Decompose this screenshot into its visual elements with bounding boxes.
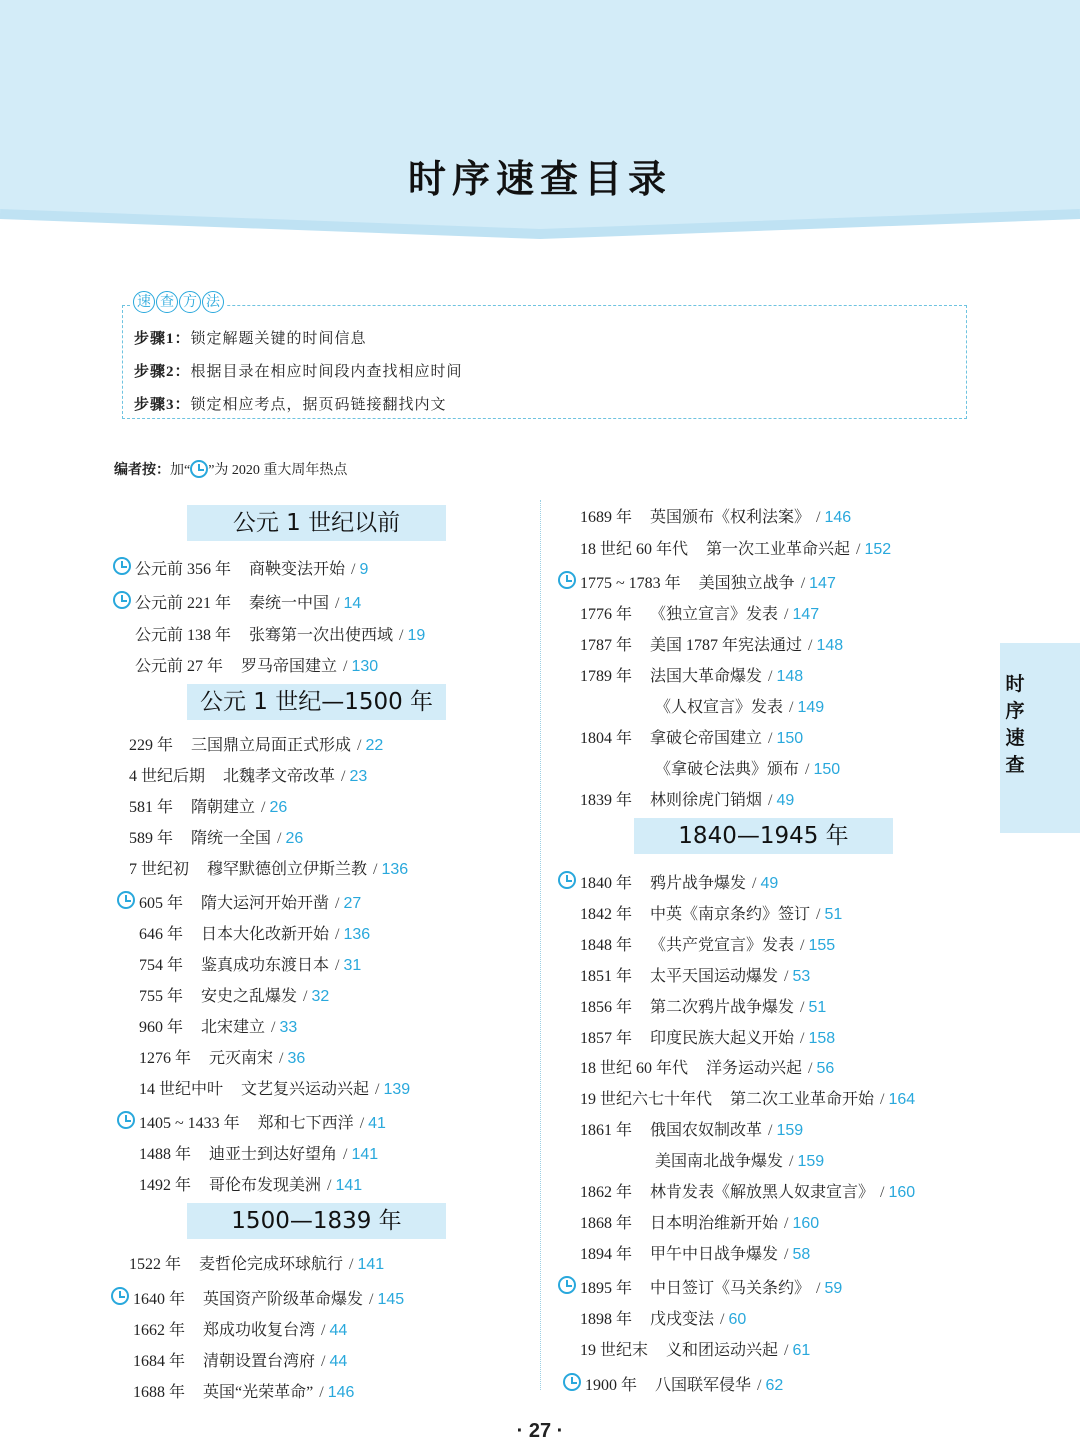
separator: /	[279, 1050, 284, 1067]
page-link[interactable]: 44	[329, 1322, 348, 1339]
entry-date: 1789 年	[580, 668, 633, 685]
entry-event: 英国“光荣革命”	[203, 1384, 314, 1401]
entry-event: 迪亚士到达好望角	[209, 1146, 338, 1163]
timeline-entry	[580, 632, 843, 655]
entry-event: 印度民族大起义开始	[650, 1030, 795, 1047]
separator: /	[335, 957, 340, 974]
entry-event: 太平天国运动爆发	[650, 968, 779, 985]
entry-event: 鸦片战争爆发	[650, 875, 747, 892]
timeline-entry	[580, 725, 803, 748]
entry-event: 文艺复兴运动兴起	[241, 1081, 370, 1098]
entry-event: 安史之乱爆发	[201, 988, 298, 1005]
clock-icon	[117, 891, 135, 909]
timeline-entry	[580, 1306, 746, 1329]
timeline-entry	[580, 870, 778, 893]
timeline-entry	[139, 1014, 297, 1037]
editor-note: 编者按： 加“ ”为 2020 重大周年热点	[114, 459, 347, 479]
timeline-entry	[129, 1251, 384, 1274]
entry-date: 589 年	[129, 830, 174, 847]
entry-event: 罗马帝国建立	[241, 658, 338, 675]
page-link[interactable]: 158	[808, 1030, 836, 1047]
entry-event: 《共产党宣言》发表	[650, 937, 795, 954]
page-link[interactable]: 49	[760, 875, 779, 892]
separator: /	[335, 895, 340, 912]
entry-date: 1787 年	[580, 637, 633, 654]
entry-event: 法国大革命爆发	[650, 668, 763, 685]
entry-date: 18 世纪 60 年代	[580, 1060, 689, 1077]
separator: /	[816, 509, 821, 526]
page-link[interactable]: 130	[351, 658, 379, 675]
page-link[interactable]: 44	[329, 1353, 348, 1370]
column-divider	[540, 500, 541, 1390]
timeline-entry	[139, 1172, 362, 1195]
entry-event: 清朝设置台湾府	[203, 1353, 316, 1370]
entry-date: 1900 年	[585, 1377, 638, 1394]
timeline-entry	[135, 590, 361, 613]
page-link[interactable]: 147	[792, 606, 820, 623]
entry-date: 1861 年	[580, 1122, 633, 1139]
entry-event: 中日签订《马关条约》	[650, 1280, 811, 1297]
entry-date: 1775 ~ 1783 年	[580, 575, 681, 592]
entry-date: 1276 年	[139, 1050, 192, 1067]
method-tag	[131, 291, 226, 313]
page-link[interactable]: 136	[343, 926, 371, 943]
entry-date: 公元前 138 年	[135, 627, 232, 644]
page-link[interactable]: 51	[808, 999, 827, 1016]
page-link[interactable]: 146	[327, 1384, 355, 1401]
timeline-entry	[139, 890, 361, 913]
separator: /	[784, 968, 789, 985]
page-title: 时序速查目录	[407, 157, 672, 201]
entry-date: 229 年	[129, 737, 174, 754]
page-link[interactable]: 51	[824, 906, 843, 923]
entry-event: 郑成功收复台湾	[203, 1322, 316, 1339]
clock-icon	[190, 460, 208, 478]
entry-event: 北魏孝文帝改革	[223, 768, 336, 785]
page-link[interactable]: 148	[776, 668, 804, 685]
separator: /	[880, 1091, 885, 1108]
page-link[interactable]: 164	[888, 1091, 916, 1108]
entry-event: 麦哲伦完成环球航行	[199, 1256, 344, 1273]
entry-event: 林肯发表《解放黑人奴隶宣言》	[650, 1184, 875, 1201]
entry-date: 1488 年	[139, 1146, 192, 1163]
separator: /	[800, 1030, 805, 1047]
entry-date: 4 世纪后期	[129, 768, 206, 785]
entry-date: 605 年	[139, 895, 184, 912]
timeline-entry	[139, 921, 370, 944]
page-link[interactable]: 31	[343, 957, 362, 974]
entry-date: 1776 年	[580, 606, 633, 623]
separator: /	[720, 1311, 725, 1328]
page-link[interactable]: 53	[792, 968, 811, 985]
timeline-entry	[580, 1241, 810, 1264]
timeline-entry	[580, 570, 836, 593]
entry-event: 中英《南京条约》签订	[650, 906, 811, 923]
entry-date: 19 世纪末	[580, 1342, 649, 1359]
entry-date: 14 世纪中叶	[139, 1081, 224, 1098]
separator: /	[768, 730, 773, 747]
page-link[interactable]: 147	[809, 575, 836, 592]
page-link[interactable]: 150	[813, 761, 841, 778]
entry-event: 隋统一全国	[191, 830, 272, 847]
timeline-entry	[655, 756, 840, 779]
timeline-entry	[139, 952, 361, 975]
entry-event: 三国鼎立局面正式形成	[191, 737, 352, 754]
timeline-entry	[133, 1286, 404, 1309]
timeline-entry	[139, 1076, 410, 1099]
section-heading: 公元 1 世纪以前	[187, 505, 446, 541]
separator: /	[327, 1177, 332, 1194]
timeline-entry	[580, 994, 826, 1017]
entry-event: 日本大化改新开始	[201, 926, 330, 943]
separator: /	[805, 761, 810, 778]
timeline-entry	[133, 1348, 347, 1371]
separator: /	[768, 1122, 773, 1139]
separator: /	[816, 1280, 821, 1297]
timeline-entry	[129, 732, 383, 755]
timeline-entry	[135, 622, 425, 645]
separator: /	[321, 1353, 326, 1370]
page-link[interactable]: 141	[335, 1177, 363, 1194]
timeline-entry	[580, 1275, 842, 1298]
entry-date: 1848 年	[580, 937, 633, 954]
separator: /	[373, 861, 378, 878]
entry-date: 755 年	[139, 988, 184, 1005]
entry-event: 《独立宣言》发表	[650, 606, 779, 623]
timeline-entry	[133, 1379, 354, 1402]
timeline-entry	[580, 663, 803, 686]
clock-icon	[117, 1111, 135, 1129]
page-link[interactable]: 150	[776, 730, 804, 747]
entry-date: 1868 年	[580, 1215, 633, 1232]
timeline-entry	[580, 963, 810, 986]
section-heading: 1500—1839 年	[187, 1203, 446, 1239]
entry-date: 1492 年	[139, 1177, 192, 1194]
separator: /	[856, 541, 861, 558]
timeline-entry	[139, 1110, 386, 1133]
section-heading: 1840—1945 年	[634, 818, 893, 854]
separator: /	[375, 1081, 380, 1098]
timeline-entry	[129, 794, 287, 817]
page-link[interactable]: 160	[888, 1184, 916, 1201]
clock-icon	[113, 557, 131, 575]
timeline-entry	[580, 787, 794, 810]
method-step: 步骤1：锁定解题关键的时间信息	[134, 331, 367, 347]
page-link[interactable]: 26	[269, 799, 288, 816]
separator: /	[800, 575, 806, 592]
entry-event: 俄国农奴制改革	[650, 1122, 763, 1139]
page-link[interactable]: 58	[792, 1246, 811, 1263]
separator: /	[789, 699, 794, 716]
page-link[interactable]: 60	[728, 1311, 747, 1328]
entry-event: 戊戌变法	[650, 1311, 715, 1328]
separator: /	[784, 1215, 789, 1232]
timeline-entry	[129, 825, 303, 848]
entry-date: 1688 年	[133, 1384, 186, 1401]
separator: /	[335, 595, 340, 612]
method-tag-char: 法	[202, 291, 224, 313]
separator: /	[341, 768, 346, 785]
entry-event: 英国资产阶级革命爆发	[203, 1291, 364, 1308]
separator: /	[789, 1153, 794, 1170]
separator: /	[757, 1377, 762, 1394]
entry-date: 1856 年	[580, 999, 633, 1016]
separator: /	[808, 1060, 813, 1077]
page-link[interactable]: 19	[407, 627, 426, 644]
page-link[interactable]: 59	[824, 1280, 843, 1297]
entry-event: 哥伦布发现美洲	[209, 1177, 322, 1194]
entry-date: 1804 年	[580, 730, 633, 747]
page-link[interactable]: 62	[765, 1377, 784, 1394]
entry-date: 1684 年	[133, 1353, 186, 1370]
entry-event: 隋大运河开始开凿	[201, 895, 330, 912]
page-link[interactable]: 27	[343, 895, 362, 912]
timeline-entry	[580, 901, 842, 924]
page-link[interactable]: 146	[824, 509, 852, 526]
entry-event: 美国 1787 年宪法通过	[650, 637, 803, 654]
entry-date: 7 世纪初	[129, 861, 190, 878]
page-link[interactable]: 56	[816, 1060, 835, 1077]
timeline-entry	[133, 1317, 347, 1340]
entry-event: 隋朝建立	[191, 799, 256, 816]
clock-icon	[558, 571, 576, 589]
timeline-entry	[580, 504, 851, 527]
separator: /	[784, 606, 789, 623]
page-link[interactable]: 159	[797, 1153, 825, 1170]
entry-date: 1851 年	[580, 968, 633, 985]
timeline-entry	[129, 763, 367, 786]
separator: /	[335, 926, 340, 943]
method-tag-char: 查	[156, 291, 178, 313]
timeline-entry	[580, 1025, 835, 1048]
entry-event: 拿破仑帝国建立	[650, 730, 763, 747]
timeline-entry	[580, 1210, 819, 1233]
entry-event: 洋务运动兴起	[706, 1060, 803, 1077]
page-link[interactable]: 148	[816, 637, 844, 654]
separator: /	[343, 658, 348, 675]
timeline-entry	[580, 932, 835, 955]
page-link[interactable]: 141	[357, 1256, 385, 1273]
page-link[interactable]: 36	[287, 1050, 306, 1067]
method-step: 步骤3：锁定相应考点，据页码链接翻找内文	[134, 397, 447, 413]
header-banner	[0, 0, 1080, 252]
entry-event: 《拿破仑法典》颁布	[655, 761, 800, 778]
timeline-entry	[580, 601, 819, 624]
separator: /	[303, 988, 308, 1005]
entry-event: 秦统一中国	[249, 595, 330, 612]
page-link[interactable]: 9	[359, 561, 369, 578]
page-link[interactable]: 155	[808, 937, 836, 954]
entry-date: 646 年	[139, 926, 184, 943]
entry-date: 1842 年	[580, 906, 633, 923]
entry-event: 义和团运动兴起	[666, 1342, 779, 1359]
clock-icon	[113, 591, 131, 609]
separator: /	[800, 999, 805, 1016]
entry-date: 公元前 356 年	[135, 561, 232, 578]
timeline-entry	[580, 1179, 915, 1202]
separator: /	[351, 561, 356, 578]
entry-event: 鉴真成功东渡日本	[201, 957, 330, 974]
entry-date: 18 世纪 60 年代	[580, 541, 689, 558]
entry-event: 穆罕默德创立伊斯兰教	[207, 861, 368, 878]
separator: /	[800, 937, 805, 954]
page-link[interactable]: 160	[792, 1215, 820, 1232]
entry-event: 北宋建立	[201, 1019, 266, 1036]
separator: /	[321, 1322, 326, 1339]
entry-event: 第二次鸦片战争爆发	[650, 999, 795, 1016]
entry-date: 1839 年	[580, 792, 633, 809]
entry-event: 八国联军侵华	[655, 1377, 752, 1394]
entry-event: 美国独立战争	[698, 575, 795, 592]
method-tag-char: 速	[133, 291, 155, 313]
entry-date: 754 年	[139, 957, 184, 974]
side-tab	[1000, 643, 1080, 833]
timeline-entry	[585, 1372, 783, 1395]
entry-date: 1857 年	[580, 1030, 633, 1047]
entry-date: 公元前 221 年	[135, 595, 232, 612]
clock-icon	[558, 1276, 576, 1294]
page-link[interactable]: 159	[776, 1122, 804, 1139]
page-link[interactable]: 149	[797, 699, 825, 716]
timeline-entry	[129, 856, 408, 879]
entry-date: 1898 年	[580, 1311, 633, 1328]
entry-event: 郑和七下西洋	[257, 1115, 354, 1132]
entry-date: 1662 年	[133, 1322, 186, 1339]
separator: /	[369, 1291, 374, 1308]
entry-event: 《人权宣言》发表	[655, 699, 784, 716]
entry-date: 1405 ~ 1433 年	[139, 1115, 240, 1132]
separator: /	[271, 1019, 276, 1036]
page-link[interactable]: 49	[776, 792, 795, 809]
page-link[interactable]: 141	[351, 1146, 379, 1163]
page-link[interactable]: 32	[311, 988, 330, 1005]
separator: /	[880, 1184, 885, 1201]
page-link[interactable]: 139	[383, 1081, 411, 1098]
timeline-entry	[139, 1141, 378, 1164]
clock-icon	[111, 1287, 129, 1305]
entry-event: 第二次工业革命开始	[730, 1091, 875, 1108]
timeline-entry	[135, 556, 368, 579]
separator: /	[399, 627, 404, 644]
entry-event: 元灭南宋	[209, 1050, 274, 1067]
separator: /	[784, 1342, 789, 1359]
entry-event: 美国南北战争爆发	[655, 1153, 784, 1170]
section-heading: 公元 1 世纪—1500 年	[187, 684, 446, 720]
separator: /	[343, 1146, 348, 1163]
page-link[interactable]: 136	[381, 861, 409, 878]
method-tag-char: 方	[179, 291, 201, 313]
separator: /	[319, 1384, 324, 1401]
page-link[interactable]: 41	[368, 1115, 386, 1132]
separator: /	[816, 906, 821, 923]
page-link[interactable]: 61	[792, 1342, 811, 1359]
page-number: · 27 ·	[516, 1420, 564, 1442]
entry-event: 日本明治维新开始	[650, 1215, 779, 1232]
separator: /	[357, 737, 362, 754]
separator: /	[808, 637, 813, 654]
timeline-entry	[580, 1337, 810, 1360]
entry-date: 19 世纪六七十年代	[580, 1091, 713, 1108]
clock-icon	[558, 871, 576, 889]
separator: /	[784, 1246, 789, 1263]
timeline-entry	[139, 983, 329, 1006]
entry-date: 1862 年	[580, 1184, 633, 1201]
separator: /	[349, 1256, 354, 1273]
method-step: 步骤2：根据目录在相应时间段内查找相应时间	[134, 364, 463, 380]
entry-event: 张骞第一次出使西域	[249, 627, 394, 644]
timeline-entry	[580, 1086, 915, 1109]
entry-event: 林则徐虎门销烟	[650, 792, 763, 809]
timeline-entry	[135, 653, 378, 676]
timeline-entry	[580, 1055, 834, 1078]
separator: /	[261, 799, 266, 816]
entry-date: 1640 年	[133, 1291, 186, 1308]
entry-date: 1689 年	[580, 509, 633, 526]
page-link[interactable]: 22	[365, 737, 384, 754]
timeline-entry	[139, 1045, 305, 1068]
entry-date: 581 年	[129, 799, 174, 816]
entry-date: 1894 年	[580, 1246, 633, 1263]
page-link[interactable]: 23	[349, 768, 368, 785]
page-link[interactable]: 26	[285, 830, 304, 847]
timeline-entry	[655, 694, 824, 717]
separator: /	[359, 1115, 365, 1132]
entry-event: 商鞅变法开始	[249, 561, 346, 578]
clock-icon	[563, 1373, 581, 1391]
page-link[interactable]: 145	[377, 1291, 405, 1308]
timeline-entry	[580, 536, 891, 559]
separator: /	[768, 792, 773, 809]
side-tab-label: 时序速查	[1005, 673, 1025, 776]
entry-date: 1895 年	[580, 1280, 633, 1297]
entry-event: 英国颁布《权利法案》	[650, 509, 811, 526]
timeline-entry	[580, 1117, 803, 1140]
entry-date: 1522 年	[129, 1256, 182, 1273]
timeline-entry	[655, 1148, 824, 1171]
separator: /	[768, 668, 773, 685]
separator: /	[277, 830, 282, 847]
entry-event: 甲午中日战争爆发	[650, 1246, 779, 1263]
entry-date: 1840 年	[580, 875, 633, 892]
page-link[interactable]: 152	[864, 541, 892, 558]
entry-date: 公元前 27 年	[135, 658, 224, 675]
entry-date: 960 年	[139, 1019, 184, 1036]
header-background	[0, 0, 1080, 252]
page-link[interactable]: 33	[279, 1019, 298, 1036]
entry-event: 第一次工业革命兴起	[706, 541, 851, 558]
separator: /	[752, 875, 757, 892]
page-link[interactable]: 14	[343, 595, 362, 612]
